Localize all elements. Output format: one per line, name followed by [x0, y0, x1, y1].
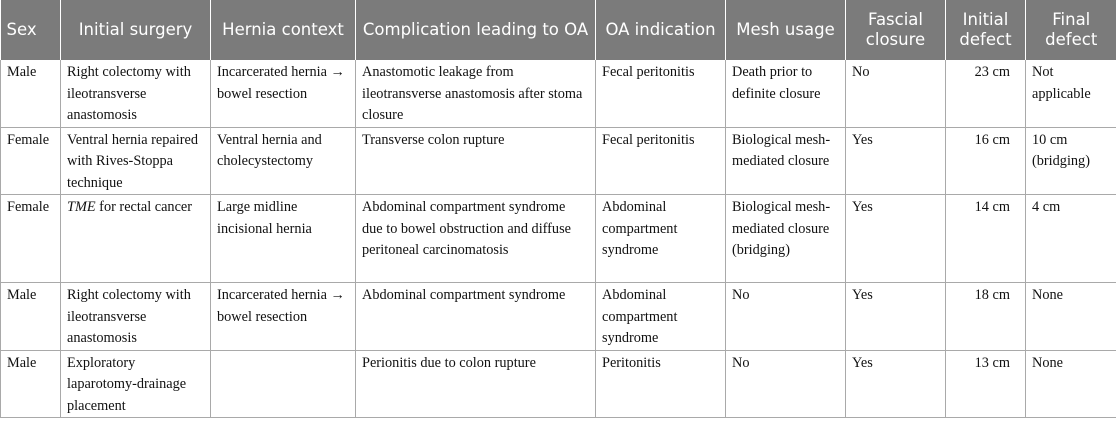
cell-fascial-closure: Yes [846, 350, 946, 418]
cell-sex: Male [1, 60, 61, 127]
cell-final-defect: 4 cm [1026, 195, 1116, 283]
cell-hernia-context: Incarcerated hernia → bowel resection [211, 60, 356, 127]
header-oa-indication: OA indication [596, 0, 726, 60]
cell-sex: Female [1, 127, 61, 195]
header-fascial-closure: Fascial closure [846, 0, 946, 60]
cell-initial-surgery [61, 195, 211, 283]
cell-mesh-usage: No [726, 350, 846, 418]
cell-complication: Perionitis due to colon rupture [356, 350, 596, 418]
tme-abbreviation: TME [67, 199, 96, 215]
header-row [1, 0, 1116, 60]
cell-hernia-context [211, 350, 356, 418]
cell-initial-surgery: Right colectomy with ileotransverse anastomosis [61, 283, 211, 351]
cell-oa-indication: Abdominal compartment syndrome [596, 283, 726, 351]
header-final-defect: Final defect [1026, 0, 1116, 60]
cell-oa-indication: Abdominal compartment syndrome [596, 195, 726, 283]
cell-sex: Male [1, 283, 61, 351]
cell-initial-surgery: Ventral hernia repaired with Rives-Stoppa technique [61, 127, 211, 195]
table-row [1, 283, 1116, 351]
cell-mesh-usage: Biological mesh-mediated closure [726, 127, 846, 195]
cell-fascial-closure: Yes [846, 283, 946, 351]
cell-oa-indication: Fecal peritonitis [596, 60, 726, 127]
cell-initial-surgery-text: for rectal cancer [95, 199, 193, 215]
cell-hernia-context: Ventral hernia and cholecystectomy [211, 127, 356, 195]
table-row [1, 350, 1116, 418]
header-hernia-context: Hernia context [211, 0, 356, 60]
cell-complication: Anastomotic leakage from ileotransverse anastomosis after stoma closure [356, 60, 596, 127]
cell-initial-surgery: Right colectomy with ileotransverse anastomosis [61, 60, 211, 127]
cell-complication: Transverse colon rupture [356, 127, 596, 195]
cell-fascial-closure: Yes [846, 195, 946, 283]
cell-final-defect: 10 cm (bridging) [1026, 127, 1116, 195]
cell-initial-defect: 23 cm [946, 60, 1026, 127]
cell-final-defect: None [1026, 350, 1116, 418]
cell-initial-defect: 14 cm [946, 195, 1026, 283]
table-row [1, 60, 1116, 127]
header-sex: Sex [1, 0, 61, 60]
cell-initial-surgery: Exploratory laparotomy-drainage placement [61, 350, 211, 418]
table-row [1, 195, 1116, 283]
cell-sex: Male [1, 350, 61, 418]
cell-mesh-usage: No [726, 283, 846, 351]
cell-oa-indication: Fecal peritonitis [596, 127, 726, 195]
cell-mesh-usage: Death prior to definite closure [726, 60, 846, 127]
cell-initial-defect: 16 cm [946, 127, 1026, 195]
header-mesh-usage: Mesh usage [726, 0, 846, 60]
header-initial-surgery: Initial surgery [61, 0, 211, 60]
cell-mesh-usage: Biological mesh-mediated closure (bridging) [726, 195, 846, 283]
cell-sex: Female [1, 195, 61, 283]
table-row [1, 127, 1116, 195]
cell-final-defect: Not applicable [1026, 60, 1116, 127]
cell-initial-defect: 18 cm [946, 283, 1026, 351]
cell-initial-defect: 13 cm [946, 350, 1026, 418]
cell-hernia-context: Incarcerated hernia → bowel resection [211, 283, 356, 351]
cell-oa-indication: Peritonitis [596, 350, 726, 418]
cell-complication: Abdominal compartment syndrome due to bowel obstruction and diffuse peritoneal carcinomatosis [356, 195, 596, 283]
cell-hernia-context: Large midline incisional hernia [211, 195, 356, 283]
header-initial-defect: Initial defect [946, 0, 1026, 60]
cell-fascial-closure: Yes [846, 127, 946, 195]
cell-fascial-closure: No [846, 60, 946, 127]
header-complication: Complication leading to OA [356, 0, 596, 60]
cell-complication: Abdominal compartment syndrome [356, 283, 596, 351]
cell-final-defect: None [1026, 283, 1116, 351]
